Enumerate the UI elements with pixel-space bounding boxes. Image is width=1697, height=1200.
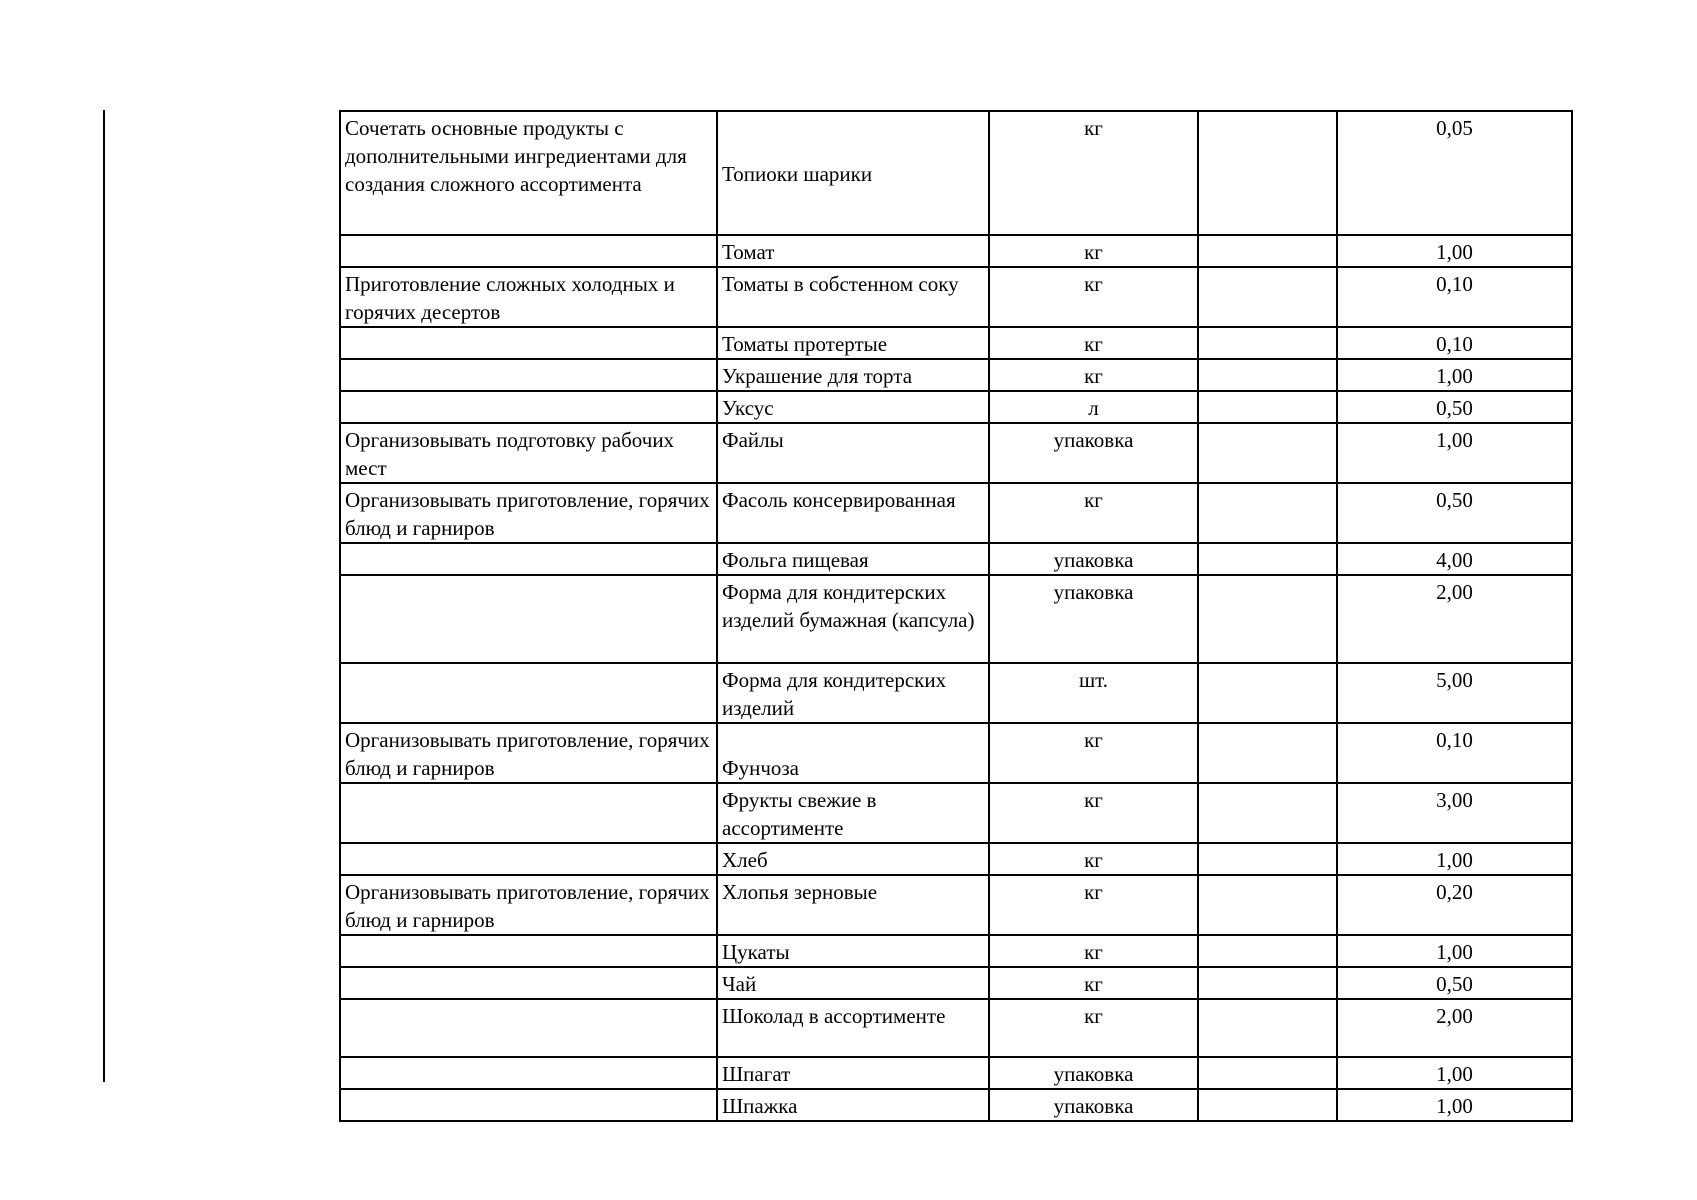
item-cell: Файлы: [717, 423, 989, 483]
empty-cell: [1198, 875, 1337, 935]
item-cell: [717, 723, 989, 783]
table-row: [340, 1089, 1572, 1121]
empty-cell: [1198, 1057, 1337, 1089]
empty-cell: [1198, 543, 1337, 575]
activity-cell: [340, 663, 717, 723]
activity-cell: [340, 543, 717, 575]
item-cell: Фрукты свежие в ассортименте: [717, 783, 989, 843]
unit-cell: кг: [989, 935, 1198, 967]
unit-cell: кг: [989, 359, 1198, 391]
materials-table-body: [340, 111, 1572, 1121]
quantity-cell: 0,20: [1337, 875, 1572, 935]
empty-cell: [1198, 999, 1337, 1057]
activity-cell: [340, 1057, 717, 1089]
table-row: [340, 967, 1572, 999]
unit-cell: кг: [989, 483, 1198, 543]
item-cell: Шпажка: [717, 1089, 989, 1121]
quantity-cell: 0,10: [1337, 723, 1572, 783]
table-row: [340, 783, 1572, 843]
unit-cell: кг: [989, 875, 1198, 935]
item-name: Топиоки шарики: [722, 162, 873, 186]
activity-cell: Сочетать основные продукты с дополнительными ингредиентами для создания сложного ассортимента: [340, 111, 717, 235]
unit-cell: л: [989, 391, 1198, 423]
quantity-cell: 1,00: [1337, 843, 1572, 875]
activity-cell: [340, 359, 717, 391]
unit-cell: упаковка: [989, 575, 1198, 663]
unit-cell: упаковка: [989, 1057, 1198, 1089]
materials-table: [339, 110, 1573, 1122]
unit-cell: кг: [989, 999, 1198, 1057]
activity-cell: Организовывать приготовление, горячих блюд и гарниров: [340, 723, 717, 783]
table-row: [340, 235, 1572, 267]
activity-cell: Организовывать подготовку рабочих мест: [340, 423, 717, 483]
quantity-cell: 4,00: [1337, 543, 1572, 575]
quantity-cell: 1,00: [1337, 235, 1572, 267]
empty-cell: [1198, 843, 1337, 875]
table-row: [340, 483, 1572, 543]
empty-cell: [1198, 111, 1337, 235]
unit-cell: кг: [989, 843, 1198, 875]
quantity-cell: 1,00: [1337, 423, 1572, 483]
activity-cell: [340, 1089, 717, 1121]
item-cell: Форма для кондитерских изделий бумажная (капсула): [717, 575, 989, 663]
activity-cell: Организовывать приготовление, горячих блюд и гарниров: [340, 875, 717, 935]
activity-cell: [340, 967, 717, 999]
item-cell: [717, 111, 989, 235]
quantity-cell: 0,05: [1337, 111, 1572, 235]
activity-cell: [340, 843, 717, 875]
item-cell: Уксус: [717, 391, 989, 423]
quantity-cell: 0,50: [1337, 967, 1572, 999]
unit-cell: упаковка: [989, 1089, 1198, 1121]
activity-cell: [340, 935, 717, 967]
activity-cell: Приготовление сложных холодных и горячих десертов: [340, 267, 717, 327]
empty-cell: [1198, 327, 1337, 359]
table-row: [340, 999, 1572, 1057]
quantity-cell: 0,50: [1337, 391, 1572, 423]
item-cell: Томат: [717, 235, 989, 267]
table-row: [340, 327, 1572, 359]
quantity-cell: 3,00: [1337, 783, 1572, 843]
empty-cell: [1198, 967, 1337, 999]
table-row: [340, 875, 1572, 935]
table-row: [340, 359, 1572, 391]
activity-cell: [340, 235, 717, 267]
quantity-cell: 2,00: [1337, 575, 1572, 663]
empty-cell: [1198, 1089, 1337, 1121]
empty-cell: [1198, 723, 1337, 783]
activity-cell: [340, 999, 717, 1057]
item-cell: Шоколад в ассортименте: [717, 999, 989, 1057]
unit-cell: шт.: [989, 663, 1198, 723]
unit-cell: кг: [989, 267, 1198, 327]
quantity-cell: 0,10: [1337, 267, 1572, 327]
item-cell: Томаты протертые: [717, 327, 989, 359]
table-row: [340, 391, 1572, 423]
empty-cell: [1198, 235, 1337, 267]
table-row: [340, 111, 1572, 235]
activity-cell: [340, 575, 717, 663]
item-cell: Фольга пищевая: [717, 543, 989, 575]
quantity-cell: 1,00: [1337, 935, 1572, 967]
empty-cell: [1198, 483, 1337, 543]
item-cell: Хлопья зерновые: [717, 875, 989, 935]
unit-cell: кг: [989, 967, 1198, 999]
item-cell: Фасоль консервированная: [717, 483, 989, 543]
empty-cell: [1198, 391, 1337, 423]
activity-cell: [340, 391, 717, 423]
quantity-cell: 1,00: [1337, 359, 1572, 391]
item-cell: Томаты в собстенном соку: [717, 267, 989, 327]
empty-cell: [1198, 783, 1337, 843]
unit-cell: упаковка: [989, 423, 1198, 483]
item-cell: Цукаты: [717, 935, 989, 967]
materials-table-container: [339, 110, 1571, 1122]
unit-cell: кг: [989, 111, 1198, 235]
table-row: [340, 423, 1572, 483]
unit-cell: кг: [989, 723, 1198, 783]
empty-cell: [1198, 423, 1337, 483]
unit-cell: кг: [989, 783, 1198, 843]
unit-cell: кг: [989, 327, 1198, 359]
item-cell: Форма для кондитерских изделий: [717, 663, 989, 723]
table-row: [340, 1057, 1572, 1089]
quantity-cell: 0,10: [1337, 327, 1572, 359]
unit-cell: кг: [989, 235, 1198, 267]
empty-cell: [1198, 575, 1337, 663]
empty-cell: [1198, 663, 1337, 723]
left-margin-rule: [103, 110, 105, 1082]
table-row: [340, 543, 1572, 575]
quantity-cell: 5,00: [1337, 663, 1572, 723]
activity-cell: Организовывать приготовление, горячих блюд и гарниров: [340, 483, 717, 543]
item-cell: Чай: [717, 967, 989, 999]
item-cell: Шпагат: [717, 1057, 989, 1089]
empty-cell: [1198, 935, 1337, 967]
table-row: [340, 723, 1572, 783]
quantity-cell: 1,00: [1337, 1057, 1572, 1089]
table-row: [340, 843, 1572, 875]
quantity-cell: 2,00: [1337, 999, 1572, 1057]
unit-cell: упаковка: [989, 543, 1198, 575]
empty-cell: [1198, 359, 1337, 391]
item-cell: Хлеб: [717, 843, 989, 875]
quantity-cell: 1,00: [1337, 1089, 1572, 1121]
activity-cell: [340, 783, 717, 843]
activity-cell: [340, 327, 717, 359]
item-cell: Украшение для торта: [717, 359, 989, 391]
quantity-cell: 0,50: [1337, 483, 1572, 543]
table-row: [340, 575, 1572, 663]
table-row: [340, 267, 1572, 327]
table-row: [340, 935, 1572, 967]
table-row: [340, 663, 1572, 723]
empty-cell: [1198, 267, 1337, 327]
item-name: Фунчоза: [722, 756, 800, 780]
